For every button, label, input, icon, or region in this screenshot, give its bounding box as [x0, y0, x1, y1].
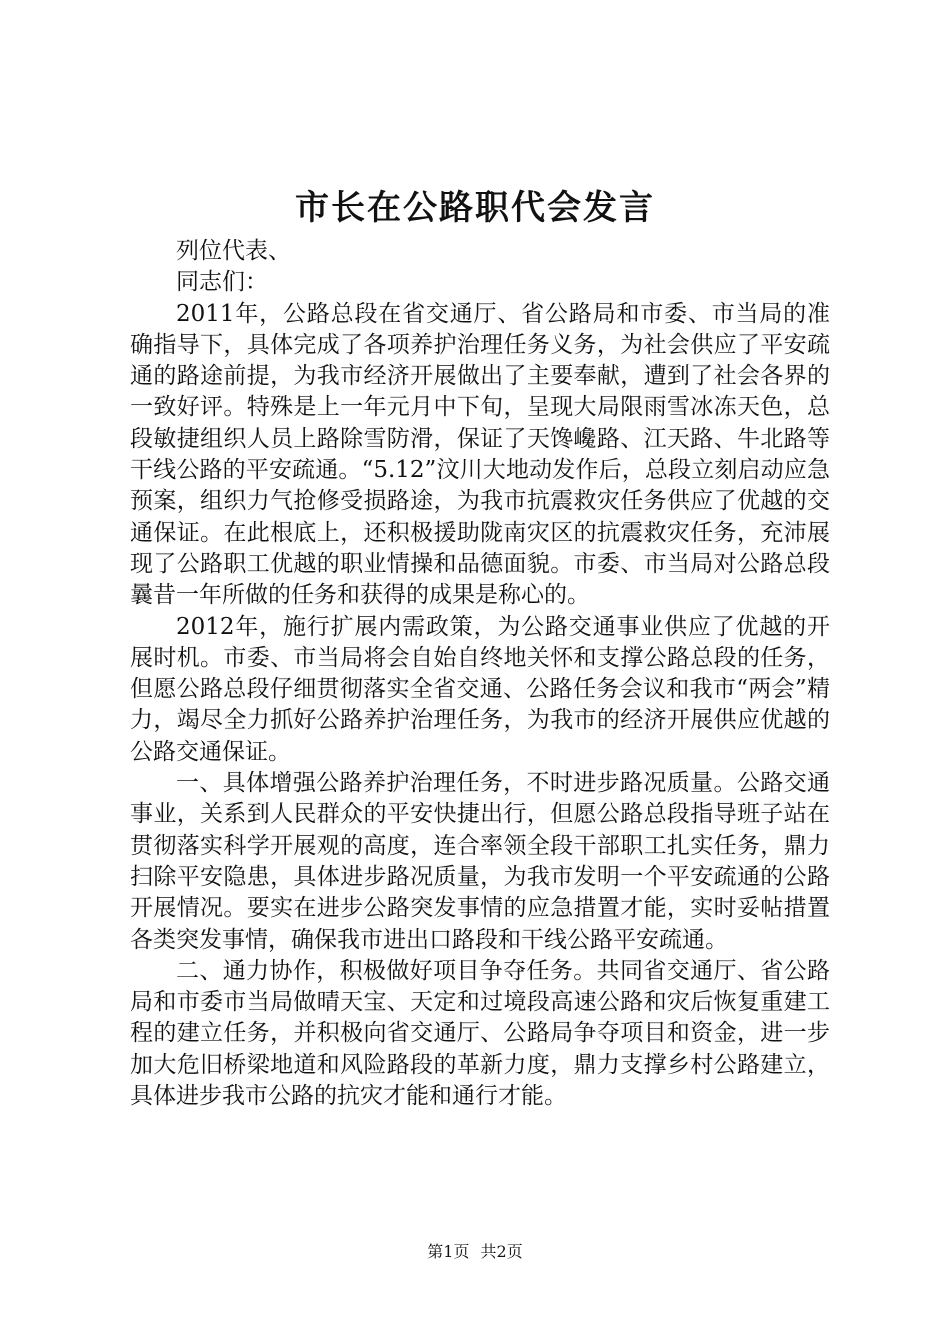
page-number: 第1页	[427, 1242, 470, 1261]
body-paragraph: 2012年，施行扩展内需政策，为公路交通事业供应了优越的开展时机。市委、市当局将会自始自终地关怀和支撑公路总段的任务，但愿公路总段仔细贯彻落实全省交通、公路任务会议和我市“两会”精力，竭尽全力抓好公路养护治理任务，为我市的经济开展供应优越的公路交通保证。	[130, 613, 830, 765]
body-paragraph: 二、通力协作，积极做好项目争夺任务。共同省交通厅、省公路局和市委市当局做晴天宝、天定和过境段高速公路和灾后恢复重建工程的建立任务，并积极向省交通厅、公路局争夺项目和资金，进一步加大危旧桥梁地道和风险路段的革新力度，鼎力支撑乡村公路建立，具体进步我市公路的抗灾才能和通行才能。	[130, 957, 830, 1110]
body-paragraph: 2011年，公路总段在省交通厅、省公路局和市委、市当局的准确指导下，具体完成了各项养护治理任务义务，为社会供应了平安疏通的路途前提，为我市经济开展做出了主要奉献，遭到了社会各界的一致好评。特殊是上一年元月中下旬，呈现大局限雨雪冰冻天色，总段敏捷组织人员上路除雪防滑，保证了天馋巉路、江天路、牛北路等干线公路的平安疏通。“5.12”汶川大地动发作后，总段立刻启动应急预案，组织力气抢修受损路途，为我市抗震救灾任务供应了优越的交通保证。在此根底上，还积极援助陇南灾区的抗震救灾任务，充沛展现了公路职工优越的职业情操和品德面貌。市委、市当局对公路总段曩昔一年所做的任务和获得的成果是称心的。	[130, 300, 830, 609]
page-count: 共2页	[480, 1242, 523, 1261]
salutation-line: 同志们：	[176, 269, 268, 296]
page-footer	[0, 1240, 950, 1264]
body-paragraph: 一、具体增强公路养护治理任务，不时进步路况质量。公路交通事业，关系到人民群众的平安快捷出行，但愿公路总段指导班子站在贯彻落实科学开展观的高度，连合率领全段干部职工扎实任务，鼎力扫除平安隐患，具体进步路况质量，为我市发明一个平安疏通的公路开展情况。要实在进步公路突发事情的应急措置才能，实时妥帖措置各类突发事情，确保我市进出口路段和干线公路平安疏通。	[130, 770, 830, 953]
document-title: 市长在公路职代会发言	[295, 188, 655, 228]
salutation-line: 列位代表、	[176, 238, 291, 264]
document-body	[130, 236, 830, 1112]
